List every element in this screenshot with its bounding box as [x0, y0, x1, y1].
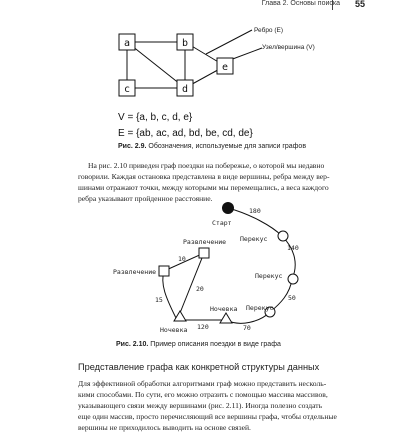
stay2-node [220, 313, 232, 323]
label-start: Старт [212, 219, 232, 227]
weight-20: 20 [196, 285, 204, 293]
weight-180: 180 [249, 207, 261, 215]
label-stay1: Ночевка [160, 326, 188, 334]
vertex-set-equation: V = {a, b, c, d, e} [118, 112, 193, 123]
weight-120: 120 [197, 323, 209, 331]
node-b-label: b [181, 38, 189, 49]
body-paragraph-2 [78, 378, 338, 433]
weight-140: 140 [287, 244, 299, 252]
edge-set-equation: E = {ab, ac, ad, bd, be, cd, de} [118, 128, 253, 139]
paragraph-line: На рис. 2.10 приведен граф поездки на побережье, о которой мы недавно [88, 161, 325, 170]
weight-10: 10 [178, 255, 186, 263]
cross1-node [278, 231, 288, 241]
edge-stay1-fun1 [163, 271, 176, 318]
paragraph-line: ребра указывают пройденное расстояние. [78, 194, 213, 203]
start-node [222, 202, 234, 214]
paragraph-line: кими способами. По сути, его можно отразить с помощью массива массивов, [78, 390, 328, 399]
edge-cross1-cross2 [282, 236, 295, 279]
caption-number: Рис. 2.9. [118, 143, 147, 150]
caption-number: Рис. 2.10. [116, 341, 149, 348]
label-fun2: Развлечение [183, 238, 227, 246]
node-d-label: d [181, 84, 189, 95]
paragraph-line: говорили. Каждая остановка представлена в виде вершины, ребра между вер- [78, 172, 330, 181]
page-number: 55 [354, 0, 365, 9]
node-a-label: a [123, 38, 131, 49]
label-cross2: Перекус [255, 272, 283, 280]
label-stay2: Ночевка [210, 305, 238, 313]
caption-text: Пример описания поездки в виде графа [150, 341, 281, 348]
label-cross1: Перекус [240, 235, 268, 243]
weight-70: 70 [243, 324, 251, 332]
paragraph-line: Для эффективной обработки алгоритмами граф можно представить несколь- [78, 379, 327, 388]
edge-annotation: Ребро (E) [254, 27, 284, 34]
label-cross3: Перекус [246, 304, 274, 312]
vertex-annotation: Узел/вершина (V) [262, 44, 315, 51]
weight-50: 50 [288, 294, 296, 302]
paragraph-line: указывающего связи между вершинами (рис. 2.11). Иногда полезно создать [78, 401, 323, 410]
edge-cross3-stay2 [226, 312, 270, 323]
stay1-node [174, 311, 186, 321]
weight-15: 15 [155, 296, 163, 304]
node-c-label: c [123, 84, 131, 95]
paragraph-line: шинами отражают точки, между которыми мы перемещались, а веса каждого [78, 183, 329, 192]
fun1-node [159, 266, 169, 276]
cross2-node [288, 274, 298, 284]
paragraph-line: еще один массив, просто перечисляющий все вершины графа, чтобы отдельные [78, 412, 337, 421]
chapter-title: Глава 2. Основы поиска [261, 0, 340, 7]
figure-2-10-caption [116, 341, 281, 348]
section-heading: Представление графа как конкретной структуры данных [78, 362, 320, 372]
label-fun1: Развлечение [113, 268, 157, 276]
caption-text: Обозначения, используемые для записи графов [148, 143, 307, 150]
paragraph-line: вершины не приходилось выводить на основе связей. [78, 423, 251, 432]
fun2-node [199, 248, 209, 258]
node-e-label: e [221, 62, 229, 73]
